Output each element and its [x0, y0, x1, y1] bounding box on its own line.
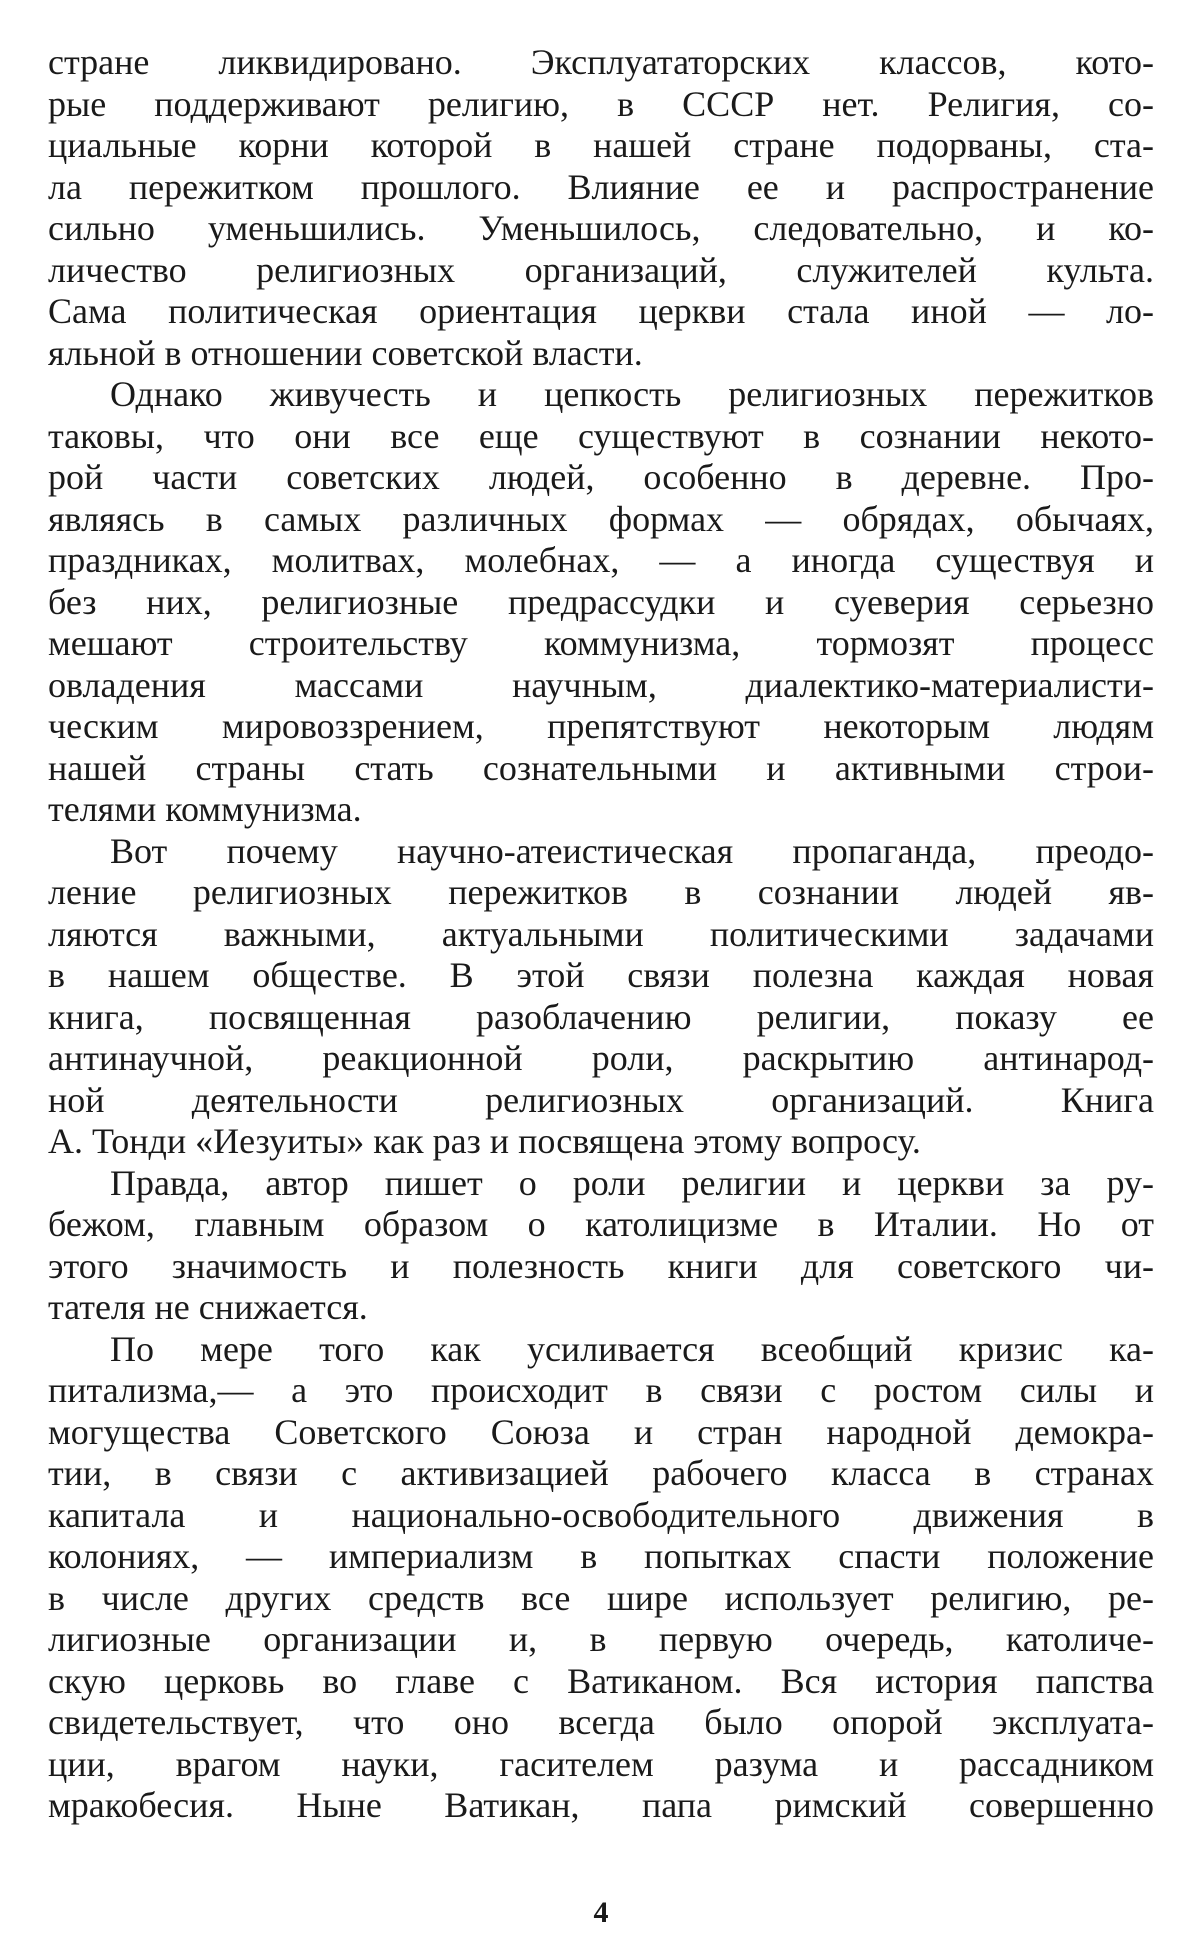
text-line: стране ликвидировано. Эксплуататорских классов, кото- — [48, 42, 1154, 82]
text-line: Правда, автор пишет о роли религии и церкви за ру- — [110, 1162, 1154, 1203]
text-line: циальные корни которой в нашей стране подорваны, ста- — [48, 125, 1154, 165]
paragraph-5 — [48, 1329, 1154, 1827]
text-line: мешают строительству коммунизма, тормозят процесс — [48, 623, 1154, 663]
text-line: рой части советских людей, особенно в деревне. Про- — [48, 457, 1154, 497]
text-line: мракобесия. Ныне Ватикан, папа римский совершенно — [48, 1785, 1154, 1825]
text-line: в числе других средств все шире использует религию, ре- — [48, 1577, 1154, 1618]
text-line: сильно уменьшились. Уменьшилось, следовательно, и ко- — [48, 208, 1154, 248]
text-line: антинаучной, реакционной роли, раскрытию антинарод- — [48, 1038, 1154, 1078]
text-line: лигиозные организации и, в первую очередь, католиче- — [48, 1619, 1154, 1659]
text-line: этого значимость и полезность книги для советского чи- — [48, 1245, 1154, 1286]
text-line: могущества Советского Союза и стран народной демокра- — [48, 1411, 1154, 1452]
text-line: Вот почему научно-атеистическая пропаганда, преодо- — [110, 830, 1154, 871]
page-number: 4 — [593, 1896, 609, 1929]
text-line: тии, в связи с активизацией рабочего класса в странах — [48, 1453, 1154, 1493]
paragraph-4 — [48, 1163, 1154, 1329]
text-line: свидетельствует, что оно всегда было опорой эксплуата- — [48, 1702, 1154, 1742]
text-line: книга, посвященная разоблачению религии, показу ее — [48, 996, 1154, 1037]
text-line: По мере того как усиливается всеобщий кризис ка- — [110, 1328, 1154, 1369]
paragraph-2 — [48, 374, 1154, 831]
text-line: Сама политическая ориентация церкви стала иной — ло- — [48, 291, 1154, 331]
text-line: ление религиозных пережитков в сознании людей яв- — [48, 872, 1154, 912]
paragraph-1 — [48, 42, 1154, 374]
text-line: капитала и национально-освободительного движения в — [48, 1494, 1154, 1535]
text-line: ла пережитком прошлого. Влияние ее и распространение — [48, 166, 1154, 207]
text-line: питализма,— а это происходит в связи с ростом силы и — [48, 1370, 1154, 1410]
book-page — [48, 42, 1154, 1929]
text-line: тателя не снижается. — [48, 1287, 368, 1327]
text-line: являясь в самых различных формах — обрядах, обычаях, — [48, 498, 1154, 539]
text-line: ной деятельности религиозных организаций. Книга — [48, 1079, 1154, 1120]
text-line: телями коммунизма. — [48, 789, 362, 829]
text-line: в нашем обществе. В этой связи полезна каждая новая — [48, 955, 1154, 995]
text-line: без них, религиозные предрассудки и суеверия серьезно — [48, 581, 1154, 622]
text-line: таковы, что они все еще существуют в сознании некото- — [48, 415, 1154, 456]
text-line: скую церковь во главе с Ватиканом. Вся история папства — [48, 1660, 1154, 1701]
text-line: ческим мировоззрением, препятствуют некоторым людям — [48, 706, 1154, 746]
text-line: бежом, главным образом о католицизме в Италии. Но от — [48, 1204, 1154, 1244]
text-line: ции, врагом науки, гасителем разума и рассадником — [48, 1743, 1154, 1784]
text-line: праздниках, молитвах, молебнах, — а иногда существуя и — [48, 540, 1154, 580]
text-line: яльной в отношении советской власти. — [48, 332, 643, 373]
text-line: нашей страны стать сознательными и активными строи- — [48, 747, 1154, 788]
text-line: овладения массами научным, диалектико-материалисти- — [48, 664, 1154, 705]
text-line: Однако живучесть и цепкость религиозных пережитков — [110, 374, 1154, 414]
text-line: личество религиозных организаций, служителей культа. — [48, 249, 1154, 290]
text-line: ляются важными, актуальными политическими задачами — [48, 913, 1154, 954]
text-line: рые поддерживают религию, в СССР нет. Религия, со- — [48, 83, 1154, 124]
text-line: колониях, — империализм в попытках спасти положение — [48, 1536, 1154, 1576]
paragraph-3 — [48, 831, 1154, 1163]
text-line: А. Тонди «Иезуиты» как раз и посвящена этому вопросу. — [48, 1121, 921, 1161]
